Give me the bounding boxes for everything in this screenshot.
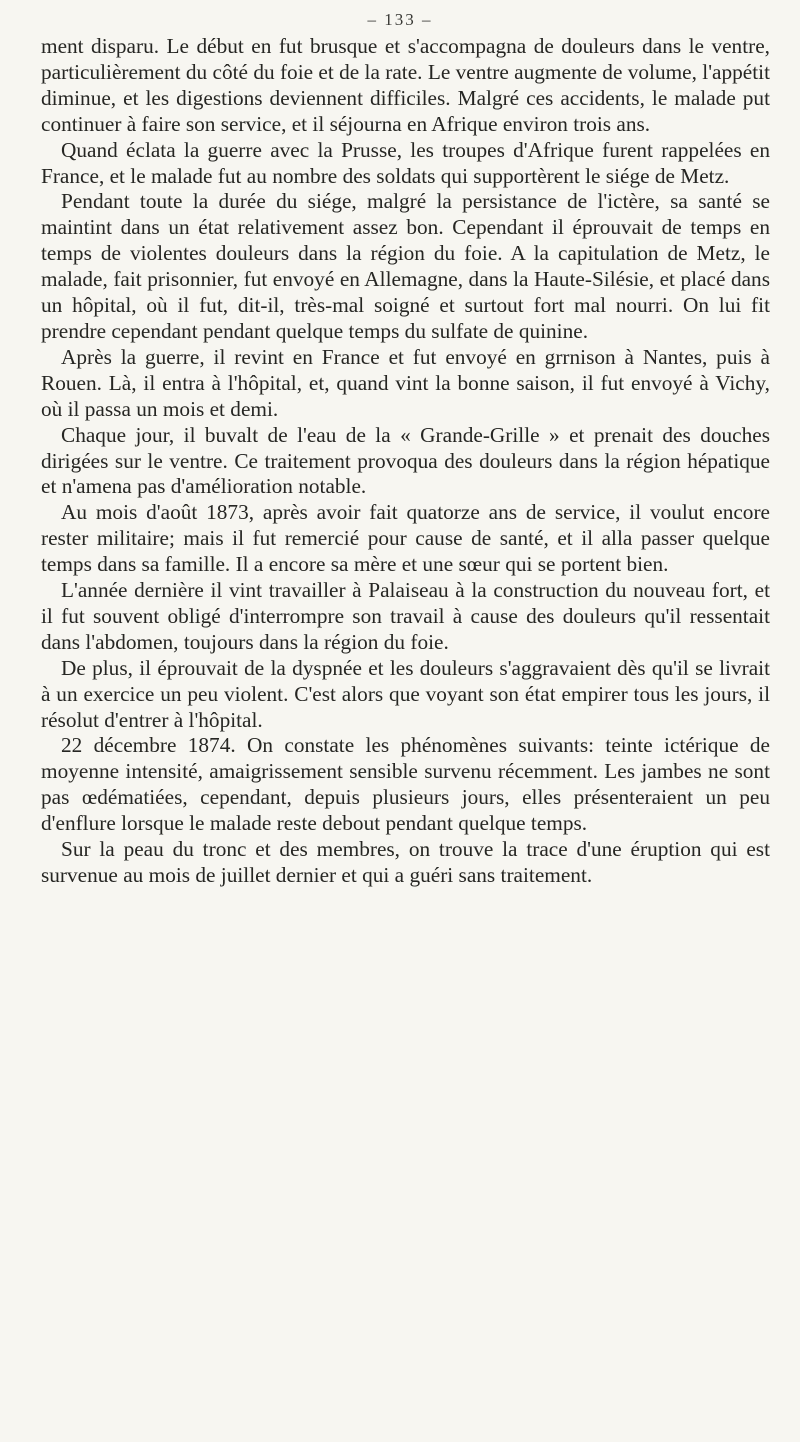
paragraph: Pendant toute la durée du siége, malgré la persistance de l'ictère, sa santé se maintint dans un état relativement assez bon. Cependant il éprouvait de temps en temps de violentes douleurs dans la région du foie. A la capitulation de Metz, le malade, fait prisonnier, fut envoyé en Allemagne, dans la Haute-Silésie, et placé dans un hôpital, où il fut, dit-il, très-mal soigné et surtout fort mal nourri. On lui fit prendre cependant pendant quelque temps du sulfate de quinine.	[41, 189, 770, 343]
paragraph: Au mois d'août 1873, après avoir fait quatorze ans de service, il voulut encore rester militaire; mais il fut remercié pour cause de santé, et il alla passer quelque temps dans sa famille. Il a encore sa mère et une sœur qui se portent bien.	[41, 500, 770, 577]
paragraph: ment disparu. Le début en fut brusque et s'accompagna de douleurs dans le ventre, particulièrement du côté du foie et de la rate. Le ventre augmente de volume, l'appétit diminue, et les digestions deviennent difficiles. Malgré ces accidents, le malade put continuer à faire son service, et il séjourna en Afrique environ trois ans.	[41, 34, 770, 136]
paragraph: Après la guerre, il revint en France et fut envoyé en grrnison à Nantes, puis à Rouen. Là, il entra à l'hôpital, et, quand vint la bonne saison, il fut envoyé à Vichy, où il passa un mois et demi.	[41, 344, 770, 421]
page-number: – 133 –	[367, 10, 433, 29]
paragraph: Quand éclata la guerre avec la Prusse, les troupes d'Afrique furent rappelées en France, et le malade fut au nombre des soldats qui supportèrent le siége de Metz.	[41, 137, 770, 188]
paragraph: De plus, il éprouvait de la dyspnée et les douleurs s'aggravaient dès qu'il se livrait à un exercice un peu violent. C'est alors que voyant son état empirer tous les jours, il résolut d'entrer à l'hôpital.	[41, 655, 770, 732]
body-text	[41, 34, 770, 889]
paragraph: Sur la peau du tronc et des membres, on trouve la trace d'une éruption qui est survenue au mois de juillet dernier et qui a guéri sans traitement.	[41, 837, 770, 887]
paragraph: L'année dernière il vint travailler à Palaiseau à la construction du nouveau fort, et il fut souvent obligé d'interrompre son travail à cause des douleurs qu'il ressentait dans l'abdomen, toujours dans la région du foie.	[41, 578, 770, 654]
paragraph: Chaque jour, il buvalt de l'eau de la « Grande-Grille » et prenait des douches dirigées sur le ventre. Ce traitement provoqua des douleurs dans la région hépatique et n'amena pas d'amélioration notable.	[41, 422, 770, 499]
paragraph: 22 décembre 1874. On constate les phénomènes suivants: teinte ictérique de moyenne intensité, amaigrissement sensible survenu récemment. Les jambes ne sont pas œdématiées, cependant, depuis plusieurs jours, elles présenteraient un peu d'enflure lorsque le malade reste debout pendant quelque temps.	[41, 733, 770, 836]
